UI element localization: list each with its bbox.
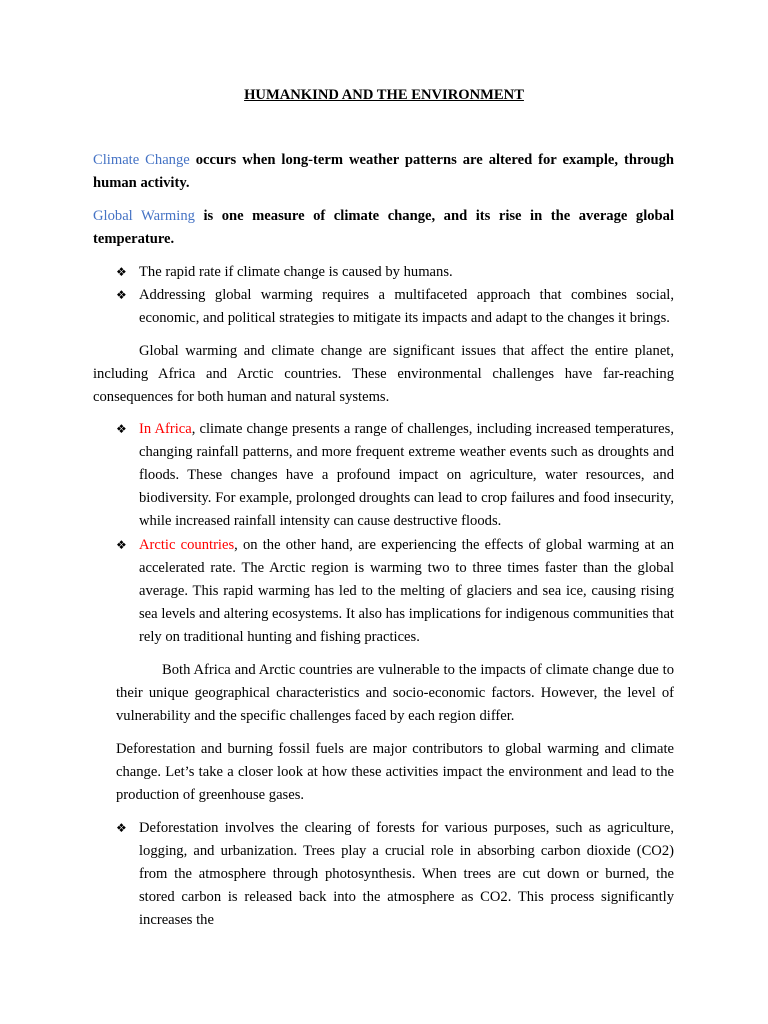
paragraph: Both Africa and Arctic countries are vulnerable to the impacts of climate change due to their unique geographical characteristics and socio-economic factors. However, the level of vulnerability and the specific challenges faced by each region differ. [116,662,674,724]
definition-text: occurs when long-term weather patterns are altered for example, through human activity. [93,152,674,191]
region-name-africa: In Africa [139,421,192,437]
list-item-africa [139,418,674,533]
region-name-arctic: Arctic countries [139,537,235,553]
paragraph: Global warming and climate change are significant issues that affect the entire planet, including Africa and Arctic countries. These environmental challenges have far-reaching consequences for both human and natural systems. [93,343,674,405]
list-item: Addressing global warming requires a multifaceted approach that combines social, economic, and political strategies to mitigate its impacts and adapt to the changes it brings. [139,287,674,326]
bullet-icon: ❖ [116,265,127,279]
document-title: HUMANKIND AND THE ENVIRONMENT [244,87,524,103]
definition-text: is one measure of climate change, and its rise in the average global temperature. [93,208,675,247]
bullet-icon: ❖ [116,422,127,436]
term-global-warming: Global Warming [93,208,195,224]
bullet-icon: ❖ [116,538,127,552]
bullet-icon: ❖ [116,288,127,302]
term-climate-change: Climate Change [93,152,190,168]
region-text: , climate change presents a range of challenges, including increased temperatures, changing rainfall patterns, and more frequent extreme weather events such as droughts and floods. These changes have a profound impact on agriculture, water resources, and biodiversity. For example, prolonged droughts can lead to crop failures and food insecurity, while increased rainfall intensity can cause destructive floods. [139,421,674,529]
list-item: Deforestation involves the clearing of forests for various purposes, such as agriculture, logging, and urbanization. Trees play a crucial role in absorbing carbon dioxide (CO2) from the atmosphere through photosynthesis. When trees are cut down or burned, the stored carbon is released back into the atmosphere as CO2. This process significantly increases the [139,820,674,928]
definition-climate-change [93,149,674,195]
definition-global-warming [93,205,674,251]
list-item-arctic [139,534,674,649]
paragraph: Deforestation and burning fossil fuels are major contributors to global warming and climate change. Let’s take a closer look at how these activities impact the environment and lead to the production of greenhouse gases. [116,741,674,803]
bullet-icon: ❖ [116,821,127,835]
region-text: , on the other hand, are experiencing the effects of global warming at an accelerated rate. The Arctic region is warming two to three times faster than the global average. This rapid warming has led to the melting of glaciers and sea ice, causing rising sea levels and altering ecosystems. It also has implications for indigenous communities that rely on traditional hunting and fishing practices. [139,537,674,645]
list-item: The rapid rate if climate change is caused by humans. [139,264,453,280]
